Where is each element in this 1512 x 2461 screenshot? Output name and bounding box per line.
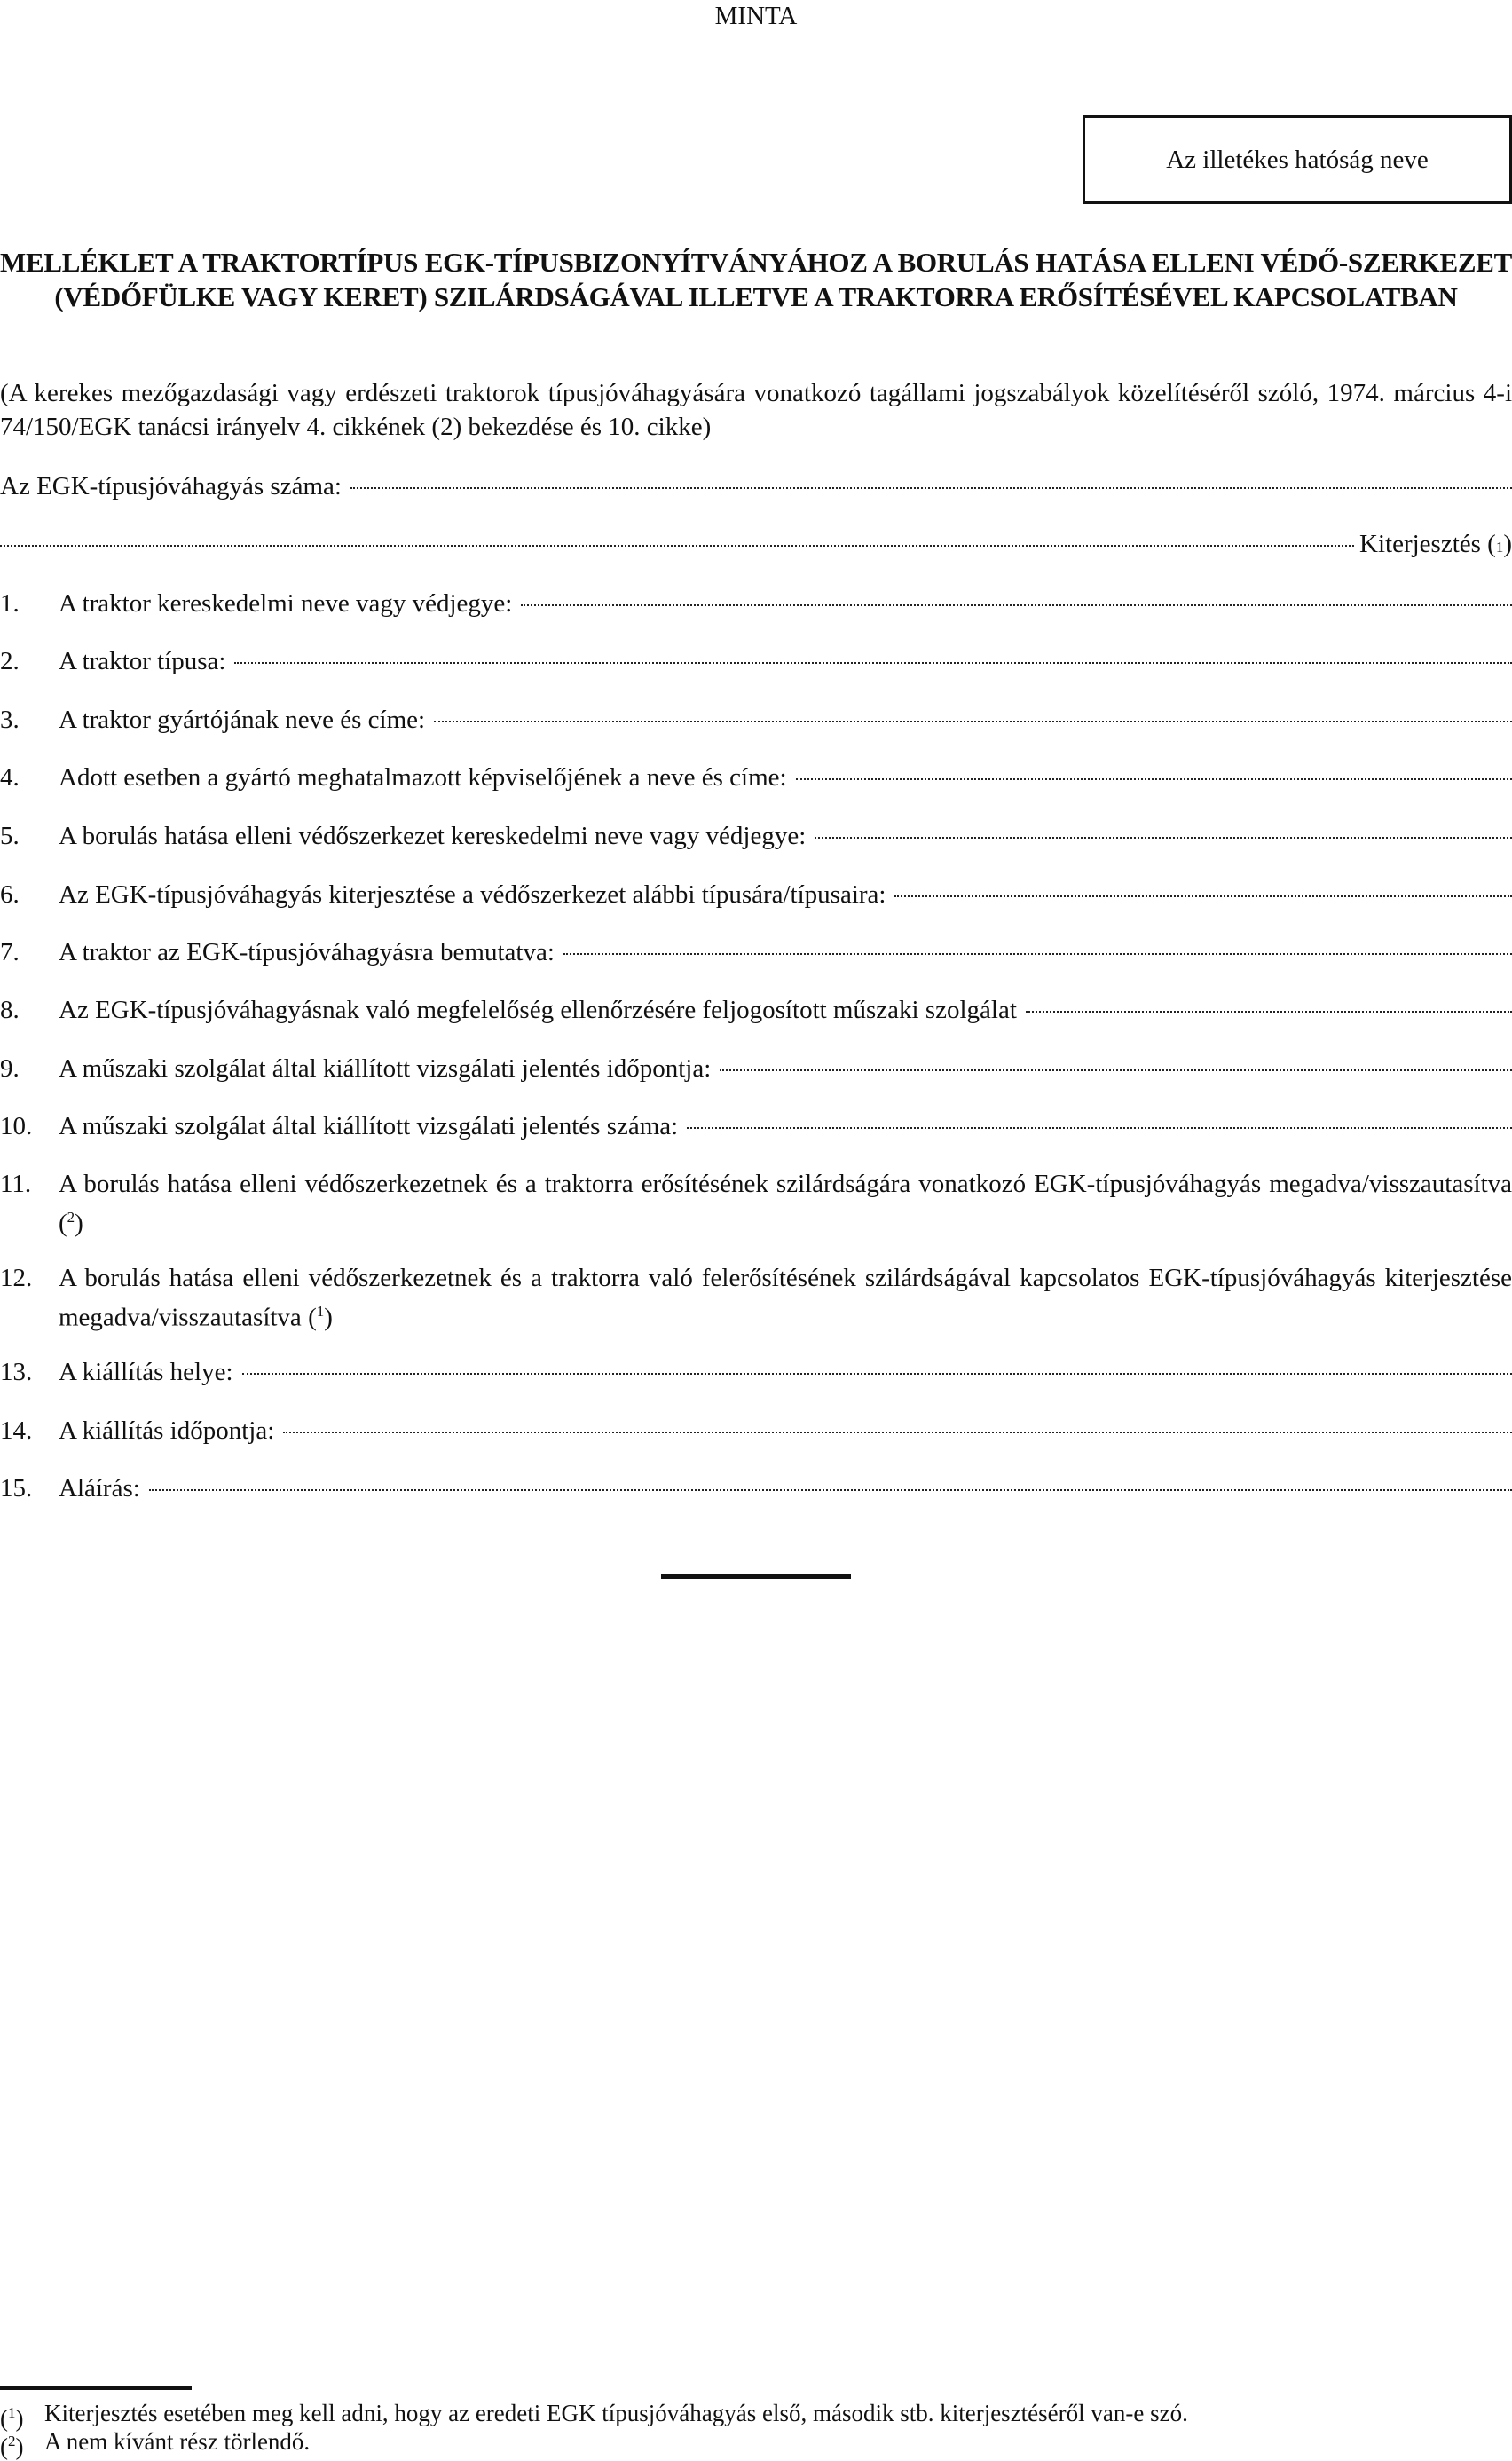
item-text: A kiállítás helye: bbox=[59, 1358, 233, 1386]
document-title: MELLÉKLET A TRAKTORTÍPUS EGK-TÍPUSBIZONYÍTVÁNYÁHOZ A BORULÁS HATÁSA ELLENI VÉDŐ-SZERKEZET (VÉDŐFÜLKE VAGY KERET) SZILÁRDSÁGÁVAL ILLETVE A TRAKTORRA ERŐSÍTÉSÉVEL KAPCSOLATBAN bbox=[0, 247, 1512, 312]
footnote-ref: 1 bbox=[1495, 539, 1504, 556]
item-label bbox=[59, 1110, 678, 1142]
item-number: 10. bbox=[0, 1112, 33, 1140]
form-item bbox=[0, 1053, 1512, 1085]
item-text: A traktor kereskedelmi neve vagy védjegye: bbox=[59, 589, 513, 618]
item-label bbox=[59, 879, 886, 911]
fill-in-line[interactable] bbox=[283, 1432, 1512, 1433]
extension-label: Kiterjesztés bbox=[1359, 530, 1481, 558]
form-item bbox=[0, 1415, 1512, 1447]
form-item bbox=[0, 936, 1512, 968]
footnote-number: 2 bbox=[8, 2433, 16, 2449]
item-number: 14. bbox=[0, 1416, 33, 1445]
fill-in-line[interactable] bbox=[894, 895, 1512, 897]
item-text: A traktor típusa: bbox=[59, 647, 226, 675]
footnote-text: A nem kívánt rész törlendő. bbox=[44, 2428, 311, 2455]
item-text: Az EGK-típusjóváhagyás kiterjesztése a védőszerkezet alábbi típusára/típusaira: bbox=[59, 880, 886, 909]
item-text: A traktor gyártójának neve és címe: bbox=[59, 706, 426, 734]
item-text: A kiállítás időpontja: bbox=[59, 1416, 275, 1445]
form-item bbox=[0, 704, 1512, 736]
item-number: 13. bbox=[0, 1358, 33, 1386]
item-label bbox=[59, 820, 806, 852]
item-number: 3. bbox=[0, 706, 20, 734]
extension-field: Kiterjesztés ( 1 ) bbox=[0, 528, 1512, 564]
form-item bbox=[0, 761, 1512, 793]
item-text: Az EGK-típusjóváhagyásnak való megfelelőség ellenőrzésére feljogosított műszaki szolgálat bbox=[59, 996, 1017, 1024]
fill-in-line[interactable] bbox=[720, 1069, 1512, 1071]
item-number: 8. bbox=[0, 996, 20, 1024]
footnote: ($^1$) Kiterjesztés esetében meg kell adni, hogy az eredeti EGK típusjóváhagyás első, második stb. kiterjesztéséről van-e szó. bbox=[0, 2400, 1188, 2432]
item-text: A borulás hatása elleni védőszerkezet kereskedelmi neve vagy védjegye: bbox=[59, 822, 807, 850]
fill-in-line[interactable] bbox=[687, 1127, 1512, 1129]
item-number: 5. bbox=[0, 822, 20, 850]
footnote-number: 1 bbox=[8, 2404, 16, 2421]
footnote: ($^2$) A nem kívánt rész törlendő. bbox=[0, 2428, 311, 2460]
item-text: A borulás hatása elleni védőszerkezetnek és a traktorra erősítésének szilárdságára vonatkozó EGK-típusjóváhagyás megadva/visszautasítva bbox=[59, 1170, 1512, 1198]
document-subtitle: (A kerekes mezőgazdasági vagy erdészeti traktorok típusjóváhagyására vonatkozó tagállami jogszabályok közelítéséről szóló, 1974. március 4-i 74/150/EGK tanácsi irányelv 4. cikkének (2) bekezdése és 10. cikke) bbox=[0, 379, 1512, 441]
item-text: A műszaki szolgálat által kiállított vizsgálati jelentés száma: bbox=[59, 1112, 679, 1140]
item-text: Adott esetben a gyártó meghatalmazott képviselőjének a neve és címe: bbox=[59, 763, 787, 792]
authority-name-box bbox=[1083, 115, 1512, 204]
item-text: A borulás hatása elleni védőszerkezetnek és a traktorra való felerősítésének szilárdságával kapcsolatos EGK-típusjóváhagyás kiterjesztése megadva/visszautasítva bbox=[59, 1264, 1512, 1332]
item-label bbox=[59, 1472, 140, 1504]
item-label bbox=[59, 645, 225, 677]
authority-name-label: Az illetékes hatóság neve bbox=[1166, 145, 1429, 174]
fill-in-line[interactable] bbox=[521, 604, 1512, 606]
fill-in-line[interactable] bbox=[1026, 1011, 1512, 1013]
item-text: A traktor az EGK-típusjóváhagyásra bemutatva: bbox=[59, 938, 555, 966]
footnote-separator bbox=[0, 2386, 192, 2390]
form-label: MINTA bbox=[714, 2, 798, 30]
item-number: 1. bbox=[0, 589, 20, 618]
form-item bbox=[0, 1110, 1512, 1142]
form-item bbox=[0, 1356, 1512, 1388]
item-number: 7. bbox=[0, 938, 20, 966]
approval-number-label: Az EGK-típusjóváhagyás száma: bbox=[0, 472, 342, 501]
fill-in-line[interactable] bbox=[242, 1373, 1512, 1375]
item-label bbox=[59, 1053, 711, 1085]
item-label bbox=[59, 704, 425, 736]
fill-in-line[interactable] bbox=[350, 487, 1512, 489]
fill-in-line[interactable] bbox=[815, 837, 1512, 839]
item-number: 12. bbox=[0, 1264, 33, 1292]
item-text: Aláírás: bbox=[59, 1474, 140, 1503]
form-item bbox=[0, 645, 1512, 677]
form-item bbox=[0, 1261, 1512, 1335]
approval-number-field bbox=[0, 470, 1512, 502]
form-item bbox=[0, 1167, 1512, 1241]
footnote-ref: 2 bbox=[67, 1209, 75, 1226]
form-item bbox=[0, 820, 1512, 852]
item-number: 15. bbox=[0, 1474, 33, 1503]
fill-in-line[interactable] bbox=[796, 778, 1512, 780]
item-label: A borulás hatása elleni védőszerkezetnek és a traktorra való felerősítésének szilárdságával kapcsolatos EGK-típusjóváhagyás kiterjesztése megadva/visszautasítva ($^1$) bbox=[59, 1264, 1512, 1332]
item-number: 2. bbox=[0, 647, 20, 675]
item-label bbox=[59, 1415, 274, 1447]
form-item bbox=[0, 588, 1512, 619]
item-number: 9. bbox=[0, 1054, 20, 1083]
item-label bbox=[59, 936, 555, 968]
item-text: A műszaki szolgálat által kiállított vizsgálati jelentés időpontja: bbox=[59, 1054, 712, 1083]
item-label: A borulás hatása elleni védőszerkezetnek és a traktorra erősítésének szilárdságára vonatkozó EGK-típusjóváhagyás megadva/visszautasítva ($^2$) bbox=[59, 1170, 1512, 1238]
item-number: 11. bbox=[0, 1170, 32, 1198]
footnote-text: Kiterjesztés esetében meg kell adni, hogy az eredeti EGK típusjóváhagyás első, második stb. kiterjesztéséről van-e szó. bbox=[44, 2400, 1188, 2426]
item-label bbox=[59, 994, 1017, 1026]
form-item bbox=[0, 879, 1512, 911]
form-item bbox=[0, 994, 1512, 1026]
fill-in-line[interactable] bbox=[149, 1489, 1512, 1491]
item-number: 4. bbox=[0, 763, 20, 792]
item-label bbox=[59, 588, 512, 619]
footnote-ref: 1 bbox=[316, 1303, 325, 1320]
item-label bbox=[59, 761, 787, 793]
fill-in-line[interactable] bbox=[0, 545, 1354, 547]
item-label bbox=[59, 1356, 233, 1388]
form-item bbox=[0, 1472, 1512, 1504]
fill-in-line[interactable] bbox=[563, 953, 1512, 955]
fill-in-line[interactable] bbox=[434, 721, 1512, 722]
fill-in-line[interactable] bbox=[234, 662, 1512, 664]
separator-line bbox=[661, 1574, 851, 1579]
item-number: 6. bbox=[0, 880, 20, 909]
